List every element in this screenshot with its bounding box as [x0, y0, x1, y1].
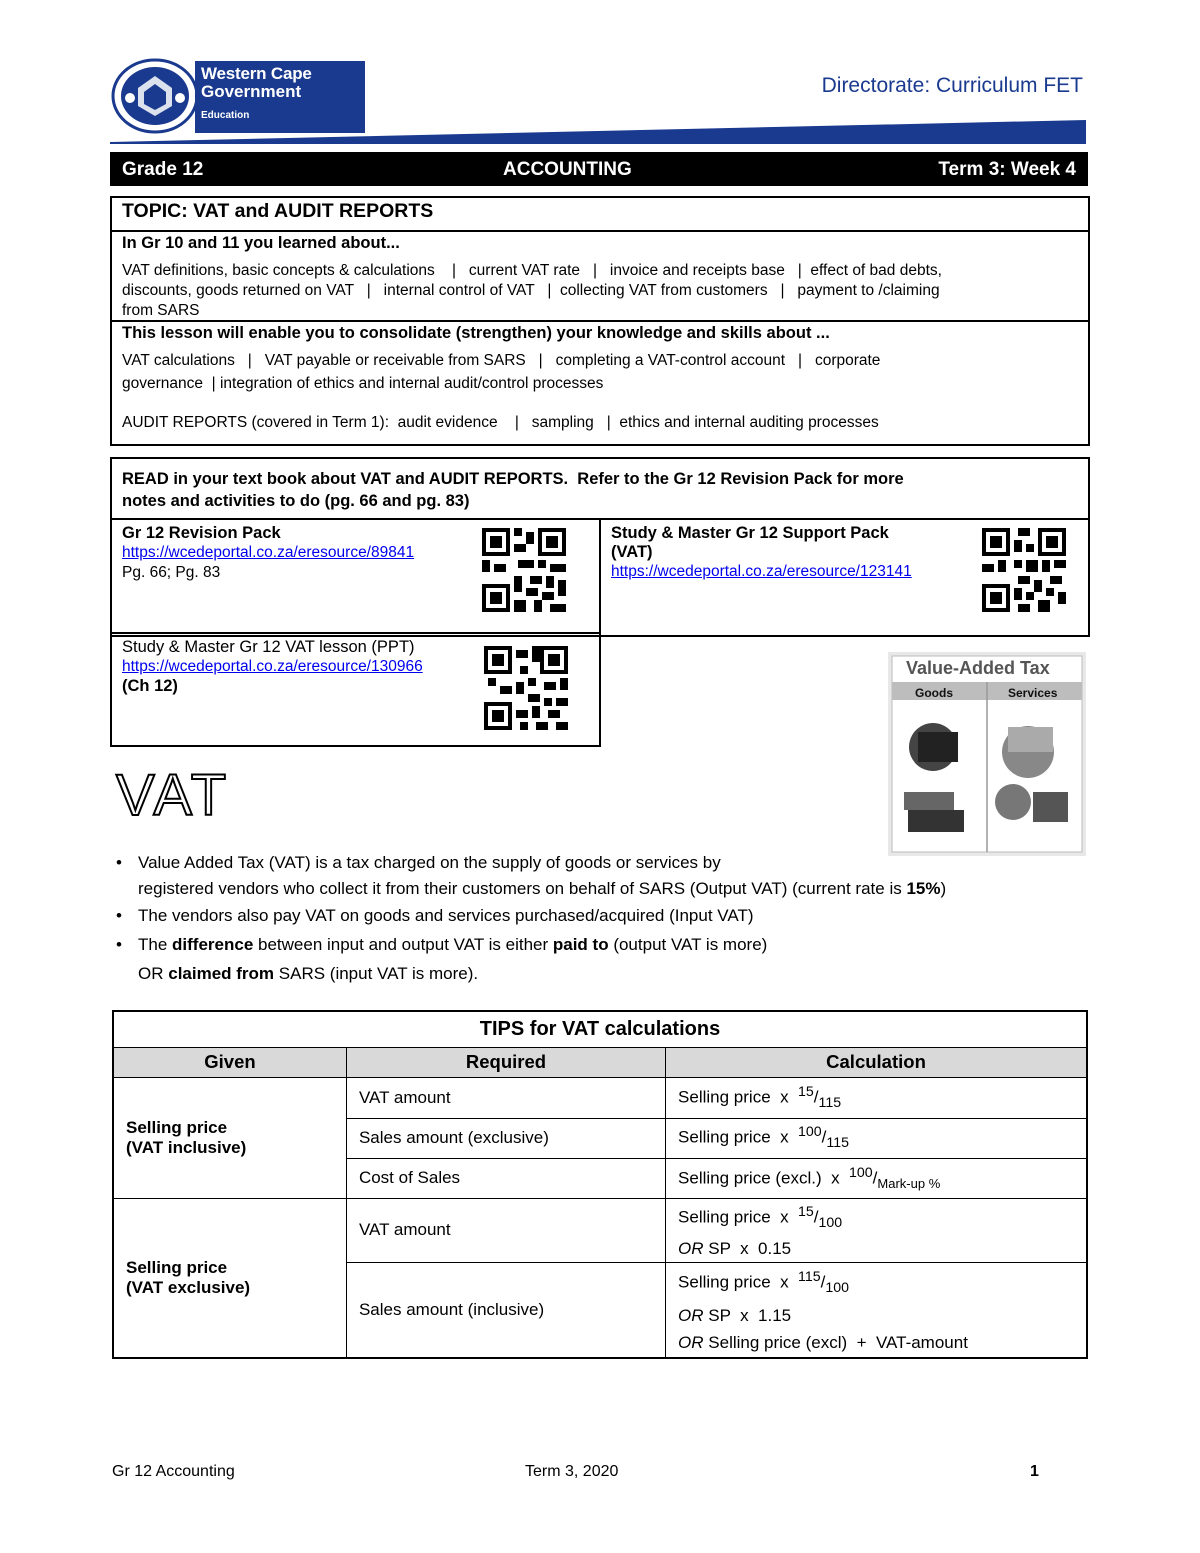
audit-line: AUDIT REPORTS (covered in Term 1): audit evidence | sampling | ethics and internal auditing processes — [122, 414, 879, 431]
resource-title: Gr 12 Revision Pack — [122, 524, 281, 542]
subject-label: ACCOUNTING — [503, 159, 632, 180]
vat-rate: 15% — [906, 879, 941, 898]
calc-text: SP x 0.15 — [703, 1238, 792, 1258]
bullet-3-bold: claimed from — [168, 964, 275, 983]
calculation-cell: Selling price x $^{100}/_{115}$ — [666, 1118, 1087, 1158]
vat-heading: VAT — [116, 763, 230, 828]
vat-image-goods: Goods — [915, 686, 953, 700]
or-label: OR — [678, 1305, 704, 1325]
calculation-cell: Selling price (excl.) x $^{100}/_{Mark-up \%}$ — [666, 1158, 1087, 1198]
given-line: (VAT inclusive) — [126, 1137, 247, 1157]
resource-subtitle: (VAT) — [611, 543, 653, 561]
tips-table — [112, 1010, 1088, 1359]
lesson-heading: This lesson will enable you to consolidate (strengthen) your knowledge and skills about ... — [122, 324, 830, 342]
grade-label: Grade 12 — [122, 159, 204, 180]
header-blue-band — [110, 120, 1086, 144]
calc-text: Selling price (excl.) x — [678, 1168, 850, 1188]
bullet-3-bold: difference — [172, 935, 254, 954]
bullet-list — [116, 848, 1096, 988]
calculation-cell: Selling price x $^{115}/_{100}$ OR SP x 1.15 OR Selling price (excl) + VAT-amount — [666, 1262, 1087, 1358]
fraction-numerator: 100 — [798, 1124, 822, 1141]
fraction-numerator: 100 — [849, 1164, 873, 1181]
lesson-line-1: VAT calculations | VAT payable or receivable from SARS | completing a VAT-control account | corporate — [122, 352, 881, 369]
bullet-3-bold: paid to — [552, 935, 609, 954]
page-number: 1 — [1030, 1463, 1039, 1480]
resource-revision-pack — [122, 524, 414, 583]
vat-image-title: Value-Added Tax — [906, 658, 1050, 678]
required-cell: VAT amount — [346, 1198, 665, 1262]
given-line: Selling price — [126, 1117, 228, 1137]
vat-goods-services-illustration — [888, 652, 1086, 856]
lesson-line-2: governance | integration of ethics and internal audit/control processes — [122, 375, 604, 392]
tips-title: TIPS for VAT calculations — [113, 1011, 1087, 1047]
bullet-1-line-1: Value Added Tax (VAT) is a tax charged on the supply of goods or services by — [138, 853, 721, 872]
calculation-cell: Selling price x $^{15}/_{100}$ OR SP x 0.15 — [666, 1198, 1087, 1262]
required-cell: Sales amount (inclusive) — [346, 1262, 665, 1358]
calculation-cell: Selling price x $^{15}/_{115}$ — [666, 1077, 1087, 1118]
bullet-3-text: between input and output VAT is either — [253, 935, 553, 954]
bullet-1-line-2: registered vendors who collect it from their customers on behalf of SARS (Output VAT) (current rate is — [138, 879, 907, 898]
grade-bar — [110, 152, 1088, 186]
calc-text: Selling price x — [678, 1087, 799, 1107]
fraction-denominator: 115 — [818, 1095, 842, 1112]
qr-code-icon — [482, 528, 566, 612]
bullet-3-text: The — [138, 935, 173, 954]
bullet-3-text: (output VAT is more) — [608, 935, 768, 954]
qr-code-icon — [484, 646, 568, 730]
calc-text: SP x 1.15 — [703, 1305, 792, 1325]
footer-center: Term 3, 2020 — [525, 1463, 619, 1480]
read-line-1: READ in your text book about VAT and AUDIT REPORTS. Refer to the Gr 12 Revision Pack for more — [122, 470, 904, 488]
bullet-1-end: ) — [940, 879, 947, 898]
fraction-numerator: 115 — [798, 1268, 821, 1285]
bullet-3-text: SARS (input VAT is more). — [274, 964, 479, 983]
logo-line-2: Government — [201, 82, 302, 101]
learned-heading: In Gr 10 and 11 you learned about... — [122, 234, 400, 252]
fraction-denominator: 115 — [826, 1135, 849, 1152]
qr-code-icon — [982, 528, 1066, 612]
given-cell — [113, 1077, 346, 1198]
calc-text: Selling price x — [678, 1272, 799, 1292]
list-item — [116, 901, 1096, 930]
list-item — [116, 930, 1096, 988]
divider — [110, 320, 1090, 322]
bullet-3-text: OR — [138, 964, 169, 983]
column-header-calculation: Calculation — [666, 1047, 1087, 1077]
logo-line-3: Education — [201, 110, 250, 121]
fraction-numerator: 15 — [798, 1203, 814, 1220]
read-line-2: notes and activities to do (pg. 66 and pg. 83) — [122, 492, 470, 510]
resource-link[interactable]: https://wcedeportal.co.za/eresource/89841 — [122, 544, 415, 561]
topic-title: TOPIC: VAT and AUDIT REPORTS — [122, 200, 434, 222]
column-header-given: Given — [113, 1047, 346, 1077]
or-label: OR — [678, 1332, 704, 1352]
learned-line-1: VAT definitions, basic concepts & calculations | current VAT rate | invoice and receipts base | effect of bad debts, — [122, 262, 942, 279]
bullet-icon: • — [116, 853, 122, 872]
calc-text: Selling price x — [678, 1207, 799, 1227]
list-item — [116, 848, 1096, 901]
column-header-required: Required — [346, 1047, 665, 1077]
calc-text: Selling price x — [678, 1128, 799, 1148]
calc-text: Selling price (excl) + VAT-amount — [703, 1332, 968, 1352]
fraction-denominator: 100 — [825, 1279, 849, 1296]
resource-title: Study & Master Gr 12 VAT lesson (PPT) — [122, 638, 415, 656]
resource-title: Study & Master Gr 12 Support Pack — [611, 524, 889, 542]
resource-support-pack — [611, 524, 912, 582]
required-cell: Sales amount (exclusive) — [346, 1118, 665, 1158]
resource-vat-lesson — [122, 637, 423, 696]
bullet-2: The vendors also pay VAT on goods and services purchased/acquired (Input VAT) — [138, 906, 754, 925]
bullet-icon: • — [116, 906, 122, 925]
required-cell: Cost of Sales — [346, 1158, 665, 1198]
term-label: Term 3: Week 4 — [938, 159, 1076, 180]
or-label: OR — [678, 1238, 704, 1258]
fraction-denominator: Mark-up % — [877, 1176, 941, 1192]
resource-link[interactable]: https://wcedeportal.co.za/eresource/130966 — [122, 658, 423, 675]
bullet-icon: • — [116, 935, 122, 954]
resource-note: Pg. 66; Pg. 83 — [122, 564, 221, 581]
resource-note: (Ch 12) — [122, 677, 178, 695]
directorate-title: Directorate: Curriculum FET — [821, 74, 1083, 97]
divider — [599, 518, 601, 635]
given-cell — [113, 1198, 346, 1358]
resource-link[interactable]: https://wcedeportal.co.za/eresource/123141 — [611, 563, 912, 580]
required-cell: VAT amount — [346, 1077, 665, 1118]
footer-left: Gr 12 Accounting — [112, 1463, 235, 1480]
given-line: (VAT exclusive) — [126, 1277, 251, 1297]
learned-line-3: from SARS — [122, 302, 200, 319]
fraction-denominator: 100 — [818, 1214, 843, 1231]
divider — [110, 230, 1090, 232]
logo-line-1: Western Cape — [201, 64, 312, 83]
fraction-numerator: 15 — [798, 1083, 814, 1100]
given-line: Selling price — [126, 1257, 228, 1277]
learned-line-2: discounts, goods returned on VAT | internal control of VAT | collecting VAT from customers | payment to /claiming — [122, 282, 940, 299]
vat-image-services: Services — [1008, 686, 1058, 700]
